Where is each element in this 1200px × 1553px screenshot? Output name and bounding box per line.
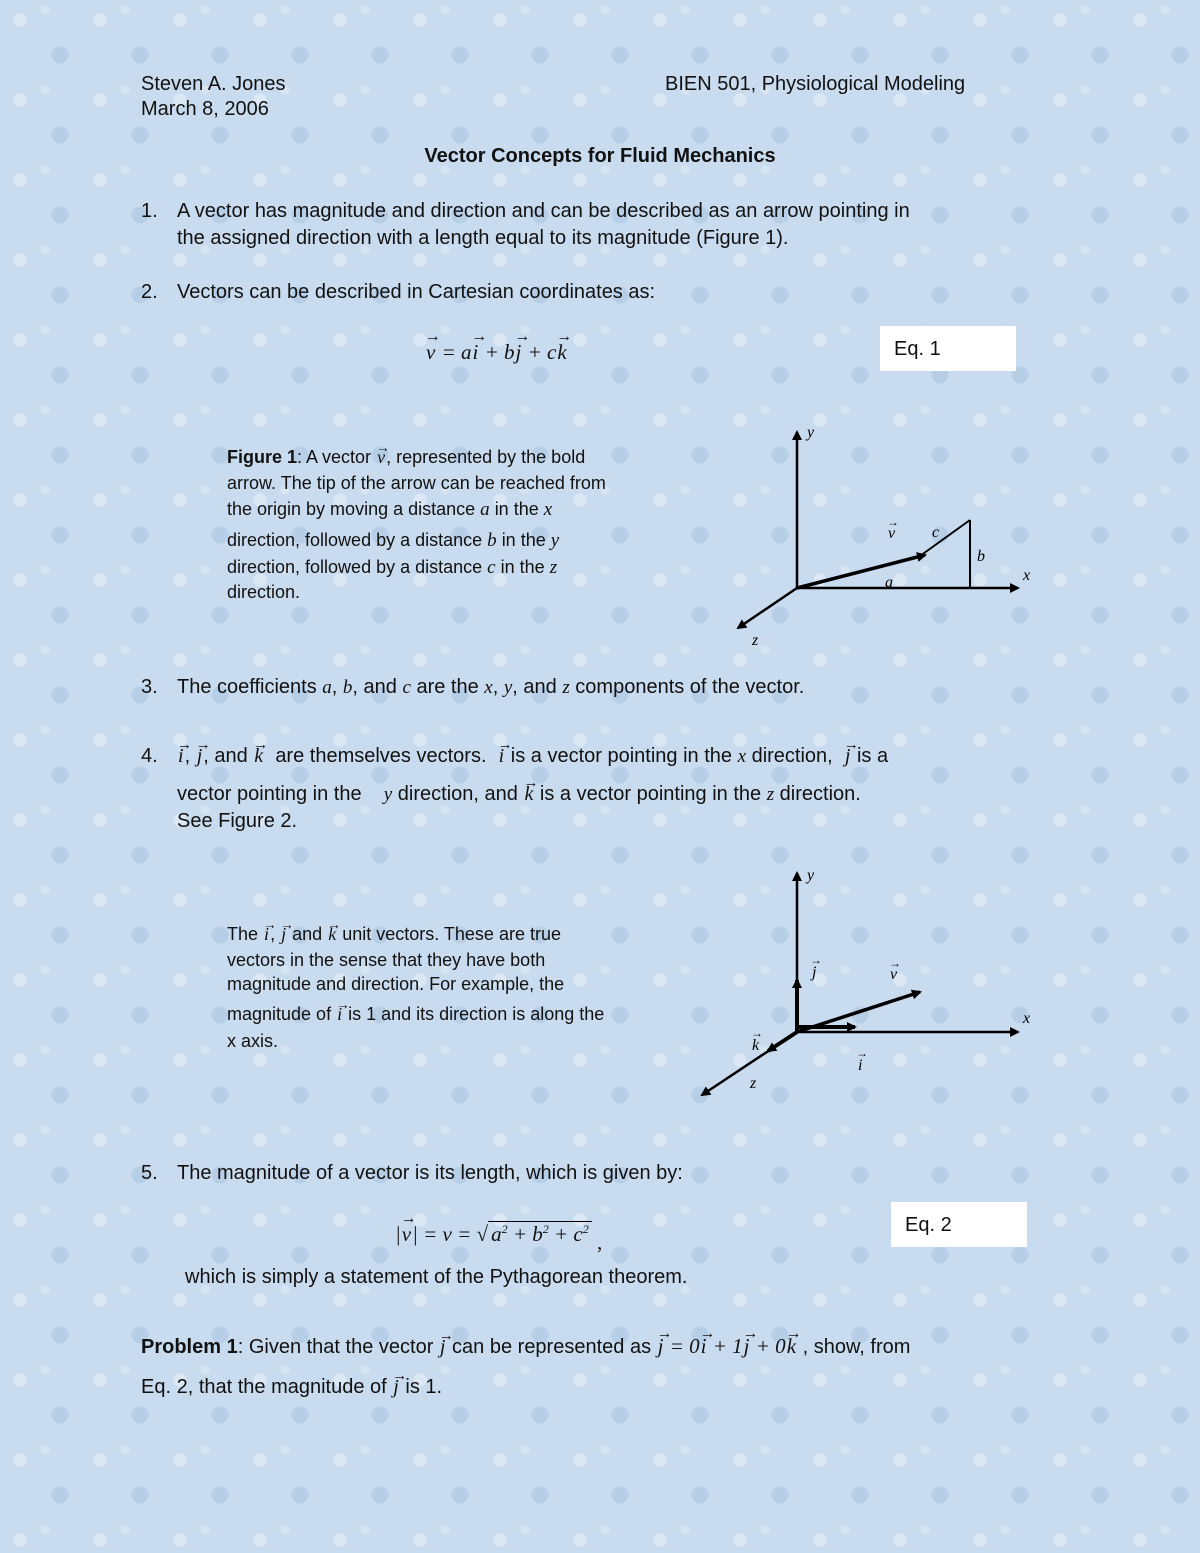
item4-line3: See Figure 2. bbox=[177, 810, 298, 832]
vector-v bbox=[797, 555, 925, 588]
axis-y-label: y bbox=[807, 867, 815, 884]
item1-line2: the assigned direction with a length equal to its magnitude (Figure 1). bbox=[177, 227, 789, 249]
problem-line1: Problem 1: Given that the vector → j can be represented as → j = 0→ i + 1→ j + 0→ k , show, from bbox=[141, 1333, 910, 1360]
author: Steven A. Jones bbox=[141, 73, 286, 95]
item-number: 1. bbox=[141, 200, 158, 222]
axis-z-label: z bbox=[752, 632, 759, 649]
item4-line2: vector pointing in the y direction, and → k is a vector pointing in the z direction. bbox=[177, 781, 861, 808]
eq2-label: Eq. 2 bbox=[905, 1214, 952, 1236]
axis-x-label: x bbox=[1023, 1010, 1031, 1027]
eq1-label: Eq. 1 bbox=[894, 338, 941, 360]
label-c: c bbox=[932, 524, 940, 541]
page-title: Vector Concepts for Fluid Mechanics bbox=[424, 145, 776, 167]
label-k-arrow: → bbox=[751, 1026, 763, 1040]
item-number: 2. bbox=[141, 281, 158, 303]
axis-z-label: z bbox=[750, 1075, 757, 1092]
fig2-caption-line5: x axis. bbox=[227, 1031, 279, 1051]
item-number: 5. bbox=[141, 1162, 158, 1184]
item5-text: The magnitude of a vector is its length, which is given by: bbox=[177, 1162, 683, 1184]
fig1-caption-line4: direction, followed by a distance b in the y bbox=[227, 530, 560, 551]
fig2-caption-line1: The → i, → j and → k unit vectors. These are true bbox=[227, 922, 561, 947]
figure-2-diagram bbox=[690, 865, 1050, 1105]
unit-k bbox=[768, 1032, 797, 1051]
fig1-caption-line1: Figure 1: A vector → v, represented by the bold bbox=[227, 445, 585, 470]
fig1-caption-line6: direction. bbox=[227, 582, 301, 602]
label-v-arrow: → bbox=[887, 515, 899, 529]
z-axis bbox=[738, 588, 797, 628]
label-j: j bbox=[812, 964, 817, 981]
label-v-arrow: → bbox=[889, 956, 901, 970]
label-a: a bbox=[885, 574, 893, 591]
label-j-arrow: → bbox=[810, 953, 822, 967]
label-b: b bbox=[977, 548, 985, 565]
problem-line2: Eq. 2, that the magnitude of → j is 1. bbox=[141, 1374, 442, 1400]
label-v: v bbox=[890, 966, 898, 983]
eq2-box bbox=[891, 1202, 1027, 1247]
fig2-caption-line2: vectors in the sense that they have both bbox=[227, 950, 546, 970]
item-number: 3. bbox=[141, 676, 158, 698]
fig1-caption-line5: direction, followed by a distance c in the z bbox=[227, 557, 558, 578]
label-v: v bbox=[888, 525, 896, 542]
component-c bbox=[920, 520, 970, 556]
item4-line1: → i, → j, and → k are themselves vectors. → i is a vector pointing in the x direction, → j is a bbox=[177, 743, 888, 770]
figure-1-diagram bbox=[720, 420, 1050, 655]
fig2-caption-line4: magnitude of → i is 1 and its direction is along the bbox=[227, 1002, 604, 1027]
problem-label: Problem 1 bbox=[141, 1336, 238, 1358]
label-i: i bbox=[858, 1057, 863, 1074]
date: March 8, 2006 bbox=[141, 98, 269, 120]
fig2-caption-line3: magnitude and direction. For example, the bbox=[227, 974, 565, 994]
course: BIEN 501, Physiological Modeling bbox=[665, 73, 966, 95]
item5-after: which is simply a statement of the Pythagorean theorem. bbox=[185, 1266, 688, 1288]
equation-1: → v = a→ i + b→ j + c→ k bbox=[425, 340, 568, 365]
fig1-caption-line2: arrow. The tip of the arrow can be reached from bbox=[227, 473, 606, 493]
axis-x-label: x bbox=[1023, 567, 1031, 584]
label-i-arrow: → bbox=[856, 1046, 868, 1060]
item2-text: Vectors can be described in Cartesian coordinates as: bbox=[177, 281, 656, 303]
item-number: 4. bbox=[141, 745, 158, 767]
fig1-label: Figure 1 bbox=[227, 447, 298, 467]
axis-y-label: y bbox=[807, 424, 815, 441]
label-k: k bbox=[752, 1037, 760, 1054]
item3-text: The coefficients a, b, and c are the x, y, and z components of the vector. bbox=[177, 676, 805, 698]
item1-line1: A vector has magnitude and direction and can be described as an arrow pointing in bbox=[177, 200, 910, 222]
equation-2: |→ v| = v = √ $a^2 + b^2 + c^2$ , bbox=[395, 1222, 602, 1247]
fig1-caption-line3: the origin by moving a distance a in the x bbox=[227, 499, 553, 520]
eq1-box bbox=[880, 326, 1016, 371]
